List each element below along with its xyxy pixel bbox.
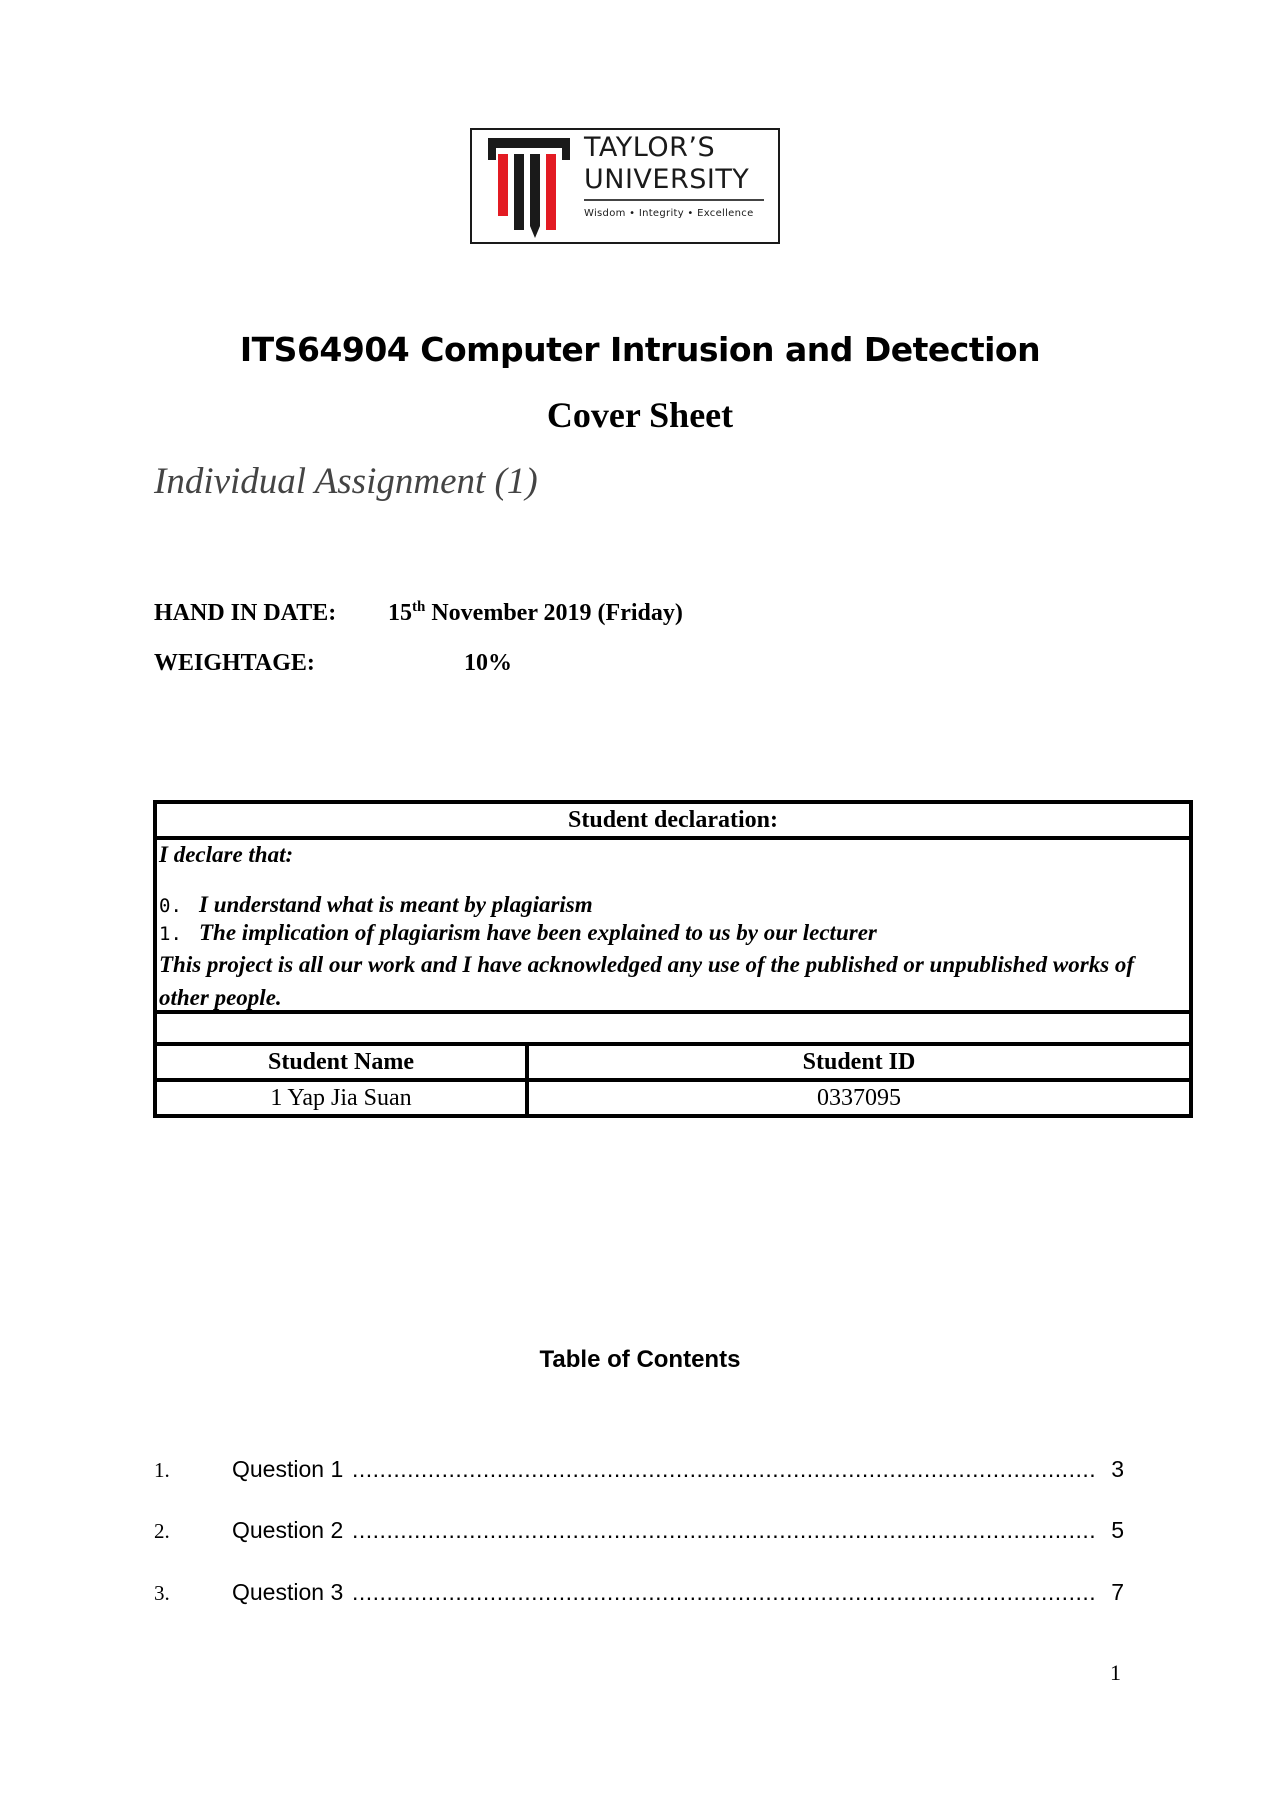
course-title: ITS64904 Computer Intrusion and Detection: [239, 330, 1041, 369]
declaration-item-number: 0.: [159, 895, 182, 917]
cover-title: Cover Sheet: [546, 395, 734, 435]
toc-dot-leader: [352, 1456, 1098, 1483]
university-logo: [470, 128, 780, 244]
declaration-item: [159, 920, 877, 946]
toc-entry-number: 1.: [154, 1458, 170, 1482]
student-id-header: Student ID: [529, 1046, 1189, 1082]
student-id-cell: 0337095: [817, 1085, 901, 1111]
toc-entry[interactable]: [154, 1456, 1128, 1486]
student-declaration-table: [153, 800, 1193, 1118]
declaration-item: [159, 892, 593, 918]
toc-entry-page: 5: [1111, 1517, 1124, 1543]
weightage-row: [154, 650, 512, 677]
hand-in-day: 15: [388, 600, 412, 626]
declaration-item-number: 1.: [159, 923, 182, 945]
toc-entry-label: Question 1: [232, 1456, 344, 1482]
hand-in-date-label: HAND IN DATE:: [154, 600, 337, 626]
student-grid: [157, 1046, 1189, 1114]
toc-dot-leader: [352, 1517, 1098, 1544]
toc-entry-label: Question 2: [232, 1517, 344, 1543]
toc-entry[interactable]: [154, 1517, 1128, 1547]
toc-entry-page: 3: [1111, 1456, 1124, 1482]
declaration-intro: I declare that:: [159, 842, 294, 867]
logo-tagline: Wisdom • Integrity • Excellence: [584, 208, 754, 219]
hand-in-date-value: [388, 600, 683, 627]
hand-in-date-row: [154, 599, 683, 627]
pillar-logo-icon: [486, 134, 572, 242]
toc-dot-leader: [352, 1579, 1098, 1606]
toc-entry-number: 3.: [154, 1581, 170, 1605]
logo-rule: [584, 199, 764, 201]
hand-in-date-rest: November 2019 (Friday): [425, 600, 683, 626]
logo-wordmark: [584, 132, 749, 196]
weightage-value: 10%: [464, 650, 512, 676]
student-name-cell: 1 Yap Jia Suan: [157, 1082, 529, 1114]
declaration-item-text: I understand what is meant by plagiarism: [199, 892, 593, 917]
toc-entry-page: 7: [1111, 1579, 1124, 1605]
hand-in-day-suffix: th: [412, 599, 426, 615]
declaration-header: Student declaration:: [157, 804, 1189, 840]
page-number: 1: [1110, 1660, 1121, 1685]
declaration-statement: This project is all our work and I have acknowledged any use of the published or unpublished works of other people.: [159, 952, 1135, 1010]
declaration-spacer-row: [157, 1014, 1189, 1046]
assignment-title: Individual Assignment (1): [154, 461, 538, 502]
weightage-label: WEIGHTAGE:: [154, 650, 315, 676]
logo-line-1: TAYLOR’S: [584, 132, 716, 163]
declaration-body: [157, 840, 1189, 1014]
toc-title: Table of Contents: [539, 1346, 741, 1373]
toc-entry[interactable]: [154, 1579, 1128, 1609]
logo-line-2: UNIVERSITY: [584, 164, 750, 195]
toc-entry-number: 2.: [154, 1519, 170, 1543]
toc-entry-label: Question 3: [232, 1579, 344, 1605]
declaration-item-text: The implication of plagiarism have been explained to us by our lecturer: [199, 920, 877, 945]
student-name-header: Student Name: [157, 1046, 529, 1082]
